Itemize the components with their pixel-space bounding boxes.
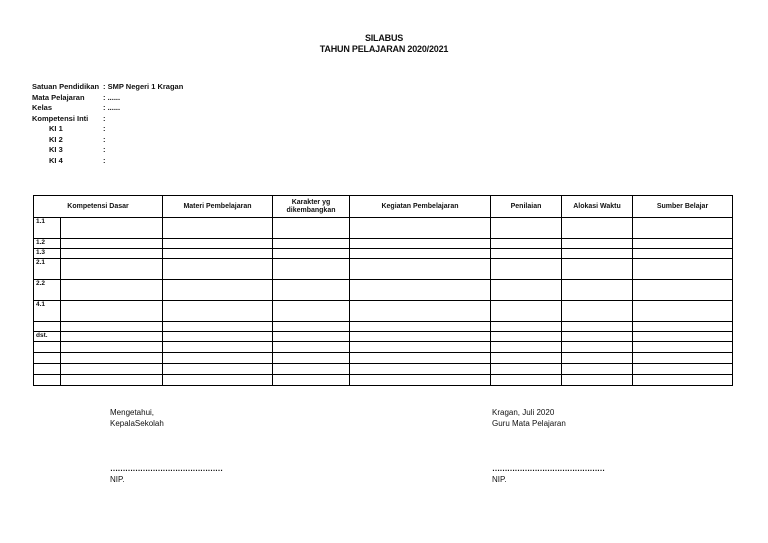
table-cell[interactable]: [163, 239, 273, 249]
table-cell[interactable]: [562, 239, 633, 249]
table-cell[interactable]: [350, 301, 491, 322]
document-title: SILABUS: [364, 33, 404, 43]
table-cell[interactable]: [273, 239, 350, 249]
acknowledge-text: Mengetahui,: [110, 408, 155, 417]
table-cell[interactable]: [163, 364, 273, 375]
table-cell[interactable]: [350, 239, 491, 249]
table-cell[interactable]: [350, 353, 491, 364]
table-row: [34, 249, 733, 259]
table-cell[interactable]: [562, 301, 633, 322]
table-cell[interactable]: [491, 218, 562, 239]
identity-block: [32, 82, 183, 166]
kelas-label: Kelas: [32, 103, 53, 112]
table-cell[interactable]: [491, 322, 562, 332]
signature-right: [492, 407, 605, 485]
header-materi: Materi Pembelajaran: [163, 196, 273, 218]
table-cell[interactable]: [61, 249, 163, 259]
table-cell[interactable]: [273, 249, 350, 259]
row-number-cell: 1.3: [34, 249, 61, 259]
table-cell[interactable]: [633, 249, 733, 259]
table-cell[interactable]: [491, 375, 562, 386]
table-cell[interactable]: [163, 375, 273, 386]
table-cell[interactable]: [633, 342, 733, 353]
table-cell[interactable]: [350, 218, 491, 239]
table-cell[interactable]: [61, 218, 163, 239]
teacher-title: Guru Mata Pelajaran: [492, 419, 566, 428]
nip-label: NIP.: [110, 475, 125, 484]
table-cell[interactable]: [273, 332, 350, 342]
ki-item: [32, 135, 183, 146]
ki-item-label: KI 2: [49, 134, 63, 144]
table-cell[interactable]: [633, 375, 733, 386]
row-number-cell: [34, 364, 61, 375]
ki-item-label: KI 4: [49, 155, 63, 165]
table-cell[interactable]: [61, 342, 163, 353]
header-kompetensi-dasar: Kompetensi Dasar: [34, 196, 163, 218]
table-cell[interactable]: [163, 259, 273, 280]
table-cell[interactable]: [350, 280, 491, 301]
table-cell[interactable]: [350, 259, 491, 280]
row-number-cell: [34, 353, 61, 364]
header-karakter: Karakter yg dikembangkan: [273, 196, 350, 218]
table-cell[interactable]: [491, 342, 562, 353]
table-cell[interactable]: [633, 239, 733, 249]
table-cell[interactable]: [61, 301, 163, 322]
ki-item-label: KI 3: [49, 145, 63, 154]
table-cell[interactable]: [273, 353, 350, 364]
table-row: [34, 375, 733, 386]
mapel-label: Mata Pelajaran: [32, 92, 85, 102]
ki-item-sep: :: [103, 124, 106, 133]
signature-left: [110, 407, 223, 485]
table-cell[interactable]: [491, 280, 562, 301]
table-cell[interactable]: [562, 342, 633, 353]
document-subtitle: TAHUN PELAJARAN 2020/2021: [319, 44, 449, 54]
ki-row: [32, 114, 183, 125]
row-number-cell: [34, 322, 61, 332]
satuan-row: [32, 82, 183, 93]
table-cell[interactable]: [633, 364, 733, 375]
table-row: [34, 301, 733, 322]
table-cell[interactable]: [491, 353, 562, 364]
table-cell[interactable]: [633, 301, 733, 322]
table-row: [34, 332, 733, 342]
table-cell[interactable]: [163, 332, 273, 342]
table-cell[interactable]: [350, 375, 491, 386]
table-cell[interactable]: [562, 375, 633, 386]
table-cell[interactable]: [562, 249, 633, 259]
table-cell[interactable]: [61, 239, 163, 249]
table-cell[interactable]: [163, 322, 273, 332]
table-cell[interactable]: [633, 259, 733, 280]
table-cell[interactable]: [61, 259, 163, 280]
ki-item-label: KI 1: [49, 124, 63, 133]
table-cell[interactable]: [273, 280, 350, 301]
row-number-cell: [34, 342, 61, 353]
table-cell[interactable]: [273, 218, 350, 239]
table-cell[interactable]: [562, 353, 633, 364]
table-row: [34, 322, 733, 332]
table-cell[interactable]: [61, 332, 163, 342]
table-cell[interactable]: [562, 364, 633, 375]
table-cell[interactable]: [633, 322, 733, 332]
satuan-label: Satuan Pendidikan: [32, 82, 100, 91]
table-cell[interactable]: [273, 375, 350, 386]
row-number-cell: [34, 375, 61, 386]
table-header-row: [34, 196, 733, 218]
table-cell[interactable]: [491, 364, 562, 375]
table-cell[interactable]: [633, 218, 733, 239]
table-cell[interactable]: [163, 342, 273, 353]
table-cell[interactable]: [350, 332, 491, 342]
table-row: [34, 342, 733, 353]
table-cell[interactable]: [163, 280, 273, 301]
table-cell[interactable]: [491, 332, 562, 342]
signature-line: ………………………………………: [492, 464, 605, 473]
table-cell[interactable]: [163, 301, 273, 322]
ki-item-sep: :: [103, 145, 106, 154]
mapel-row: [32, 93, 183, 104]
table-cell[interactable]: [491, 239, 562, 249]
table-cell[interactable]: [633, 353, 733, 364]
table-cell[interactable]: [350, 249, 491, 259]
ki-item-sep: :: [103, 134, 106, 144]
table-cell[interactable]: [273, 259, 350, 280]
header-kegiatan: Kegiatan Pembelajaran: [350, 196, 491, 218]
table-cell[interactable]: [562, 259, 633, 280]
row-number-cell: 1.1: [34, 218, 61, 239]
table-cell[interactable]: [562, 332, 633, 342]
header-alokasi: Alokasi Waktu: [562, 196, 633, 218]
row-number-cell: dst.: [34, 332, 61, 342]
table-cell[interactable]: [163, 353, 273, 364]
nip-label: NIP.: [492, 475, 507, 484]
table-cell[interactable]: [491, 301, 562, 322]
row-number-cell: 1.2: [34, 239, 61, 249]
table-body: [34, 218, 733, 386]
ki-item: [32, 145, 183, 156]
header-sumber: Sumber Belajar: [633, 196, 733, 218]
table-cell[interactable]: [273, 342, 350, 353]
signature-line: ………………………………………: [110, 464, 223, 473]
ki-item-sep: :: [103, 155, 106, 165]
table-cell[interactable]: [273, 301, 350, 322]
header-penilaian: Penilaian: [491, 196, 562, 218]
ki-item: [32, 124, 183, 135]
row-number-cell: 4.1: [34, 301, 61, 322]
satuan-value: : SMP Negeri 1 Kragan: [103, 82, 184, 91]
table-cell[interactable]: [163, 249, 273, 259]
table-row: [34, 280, 733, 301]
table-cell[interactable]: [562, 280, 633, 301]
table-cell[interactable]: [61, 322, 163, 332]
kelas-value: : ......: [103, 103, 121, 112]
table-cell[interactable]: [491, 249, 562, 259]
table-cell[interactable]: [350, 342, 491, 353]
table-cell[interactable]: [350, 364, 491, 375]
kelas-row: [32, 103, 183, 114]
mapel-value: : ......: [103, 92, 121, 102]
table-cell[interactable]: [61, 364, 163, 375]
table-row: [34, 353, 733, 364]
table-cell[interactable]: [61, 280, 163, 301]
table-cell[interactable]: [633, 332, 733, 342]
row-number-cell: 2.2: [34, 280, 61, 301]
table-cell[interactable]: [273, 322, 350, 332]
table-cell[interactable]: [273, 364, 350, 375]
table-cell[interactable]: [633, 280, 733, 301]
table-cell[interactable]: [562, 218, 633, 239]
table-cell[interactable]: [562, 322, 633, 332]
table-row: [34, 239, 733, 249]
place-date-text: Kragan, Juli 2020: [492, 408, 555, 417]
table-cell[interactable]: [61, 375, 163, 386]
table-row: [34, 259, 733, 280]
table-row: [34, 218, 733, 239]
table-cell[interactable]: [163, 218, 273, 239]
table-row: [34, 364, 733, 375]
row-number-cell: 2.1: [34, 259, 61, 280]
table-cell[interactable]: [350, 322, 491, 332]
ki-item: [32, 156, 183, 167]
syllabus-table: [33, 195, 733, 386]
ki-value: :: [103, 113, 106, 123]
principal-title: KepalaSekolah: [110, 419, 164, 428]
table-cell[interactable]: [491, 259, 562, 280]
table-cell[interactable]: [61, 353, 163, 364]
ki-label: Kompetensi Inti: [32, 113, 89, 123]
